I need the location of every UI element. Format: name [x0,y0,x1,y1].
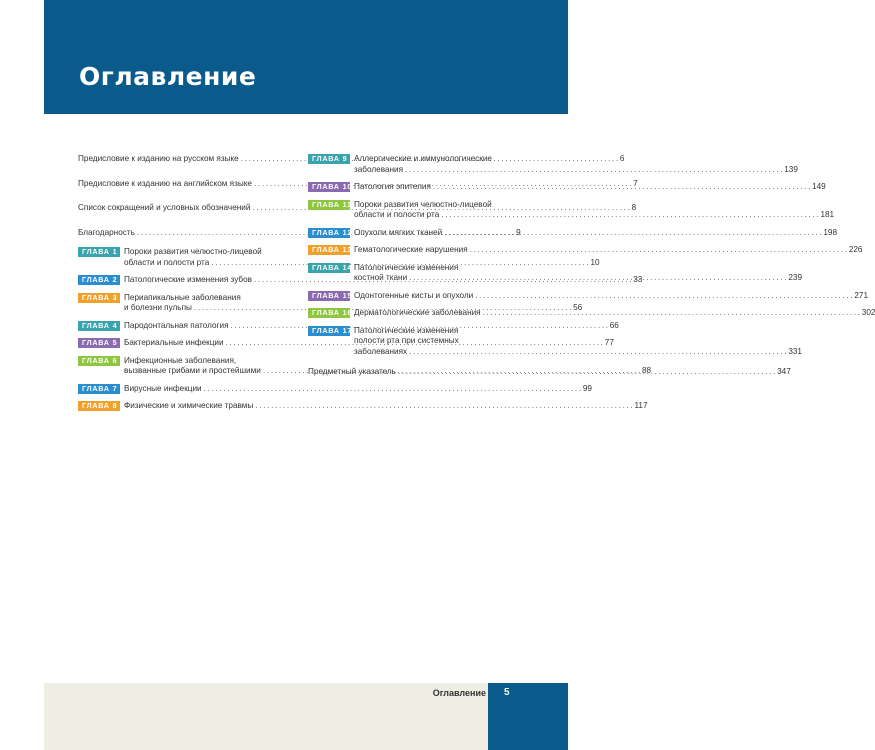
leader-dots [409,347,786,358]
chapter-title-line: костной ткани [354,273,408,282]
chapter-title-line: Одонтогенные кисты и опухоли [354,290,474,300]
chapter-title-line: вызванные грибами и простейшими [124,366,261,375]
toc-entry-page: 9 [516,227,521,237]
chapter-title-line: Аллергические и иммунологические [354,154,492,163]
chapter-title-line: Патологические изменения зубов [124,275,252,284]
toc-entry-page: 7 [633,178,638,188]
chapter-tag-number: 7 [112,383,118,393]
chapter-tag-number: 1 [112,247,118,256]
leader-dots [483,308,860,319]
chapter-tag-label: ГЛАВА [82,247,110,256]
chapter-tag-number: 9 [342,154,348,163]
toc-entry-page: 88 [642,366,652,375]
toc-entry-title: Благодарность [78,227,135,237]
toc-entry-page: 56 [573,303,583,312]
chapter-title-line: Патология эпителия [354,182,431,191]
chapter-title-line: Гематологические нарушения [354,245,468,254]
chapter-tag-number: 4 [112,320,118,330]
chapter-title-line: полости рта при системных [354,336,459,345]
leader-dots [409,273,786,284]
chapter-tag-label: ГЛАВА [312,199,340,209]
chapter-tag-label: ГЛАВА [312,308,340,317]
toc-entry-page: 181 [820,210,835,219]
chapter-tag-number: 16 [342,308,353,317]
toc-entry-page: 139 [784,164,798,174]
chapter-tag-label: ГЛАВА [312,182,340,191]
toc-chapter-7[interactable] [78,381,592,399]
chapter-tag [308,308,353,318]
chapter-tag [308,154,350,164]
toc-entry-title: Список сокращений и условных обозначений [78,203,251,212]
chapter-tag-label: ГЛАВА [312,227,340,237]
chapter-tag [78,247,120,257]
leader-dots [441,210,818,221]
chapter-text [354,308,875,319]
header-banner [44,0,568,114]
toc-entry-page: 77 [604,338,614,347]
toc-entry-page: 66 [609,320,619,330]
chapter-tag-label: ГЛАВА [312,245,340,254]
chapter-title-line: Опухоли мягких тканей [354,227,443,237]
chapter-tag-number: 8 [112,401,118,410]
chapter-tag-label: ГЛАВА [82,401,110,410]
chapter-tag [78,401,120,411]
toc-entry-page: 8 [631,203,637,212]
leader-dots [255,401,632,412]
chapter-tag-number: 13 [342,245,353,254]
chapter-text [354,326,802,358]
toc-entry-page: 149 [812,182,826,191]
chapter-tag [308,245,353,255]
chapter-tag-number: 2 [112,275,118,284]
chapter-title-line: области и полости рта [124,257,210,267]
toc-chapter-11[interactable] [308,197,835,225]
chapter-tag [308,182,353,192]
toc-entry-page: 239 [788,273,803,282]
chapter-title-line: заболеваниях [354,346,408,356]
chapter-tag [308,200,350,210]
toc-chapter-12[interactable] [308,225,838,243]
chapter-title-line: Пародонтальная патология [124,320,229,330]
toc-entry-page: 198 [823,227,838,237]
toc-chapter-13[interactable] [308,242,863,260]
chapter-text [354,245,863,256]
leader-dots [405,165,782,176]
toc-chapter-15[interactable] [308,288,869,306]
chapter-tag-label: ГЛАВА [82,355,110,365]
chapter-tag-label: ГЛАВА [82,338,110,347]
chapter-text [354,263,802,284]
chapter-title-line: и болезни пульпы [124,303,192,312]
chapter-tag-number: 17 [342,325,353,335]
chapter-title-line: Инфекционные заболевания, [124,355,237,365]
chapter-title-line: Пороки развития челюстно-лицевой [354,199,492,209]
toc-entry-page: 226 [848,245,863,254]
leader-dots [398,367,775,378]
chapter-tag-number: 6 [112,355,118,365]
leader-dots [475,291,852,302]
chapter-text [354,228,837,239]
toc-entry-page: 271 [854,290,869,300]
toc-entry-page: 117 [634,401,648,410]
chapter-tag [78,275,120,285]
chapter-text [124,384,592,395]
toc-entry-page: 33 [633,275,643,284]
chapter-tag-number: 3 [112,292,118,302]
chapter-tag [308,290,353,301]
chapter-tag-number: 11 [342,199,352,209]
toc-chapter-10[interactable] [308,179,826,197]
chapter-text [354,291,868,302]
leader-dots [204,384,581,395]
chapter-title-line: Патологические изменения [354,325,459,335]
chapter-title-line: Патологические изменения [354,262,459,272]
toc-entry-page: 10 [590,257,600,267]
toc-chapter-8[interactable] [78,398,648,416]
chapter-tag-label: ГЛАВА [312,325,340,335]
page-number: 5 [504,687,510,698]
chapter-text [354,200,834,221]
chapter-title-line: Бактериальные инфекции [124,338,224,347]
toc-entry-page: 347 [777,367,791,376]
leader-dots [433,182,810,193]
chapter-title-line: Периапикальные заболевания [124,292,241,302]
chapter-tag-label: ГЛАВА [82,383,110,393]
chapter-tag-number: 12 [342,227,353,237]
toc-entry-page: 331 [788,346,802,356]
chapter-tag-number: 10 [342,182,353,191]
toc-entry-page: 302 [861,308,875,317]
page-footer [44,683,568,750]
chapter-tag [78,356,120,366]
toc-entry-title: Предисловие к изданию на русском языке [78,154,239,163]
leader-dots [444,228,821,239]
chapter-tag [78,338,120,348]
chapter-title-line: Пороки развития челюстно-лицевой [124,247,262,256]
toc-chapter-9[interactable] [308,151,798,179]
chapter-tag [78,321,120,331]
chapter-tag-label: ГЛАВА [312,290,340,300]
chapter-title-line: Вирусные инфекции [124,383,202,393]
chapter-title-line: Дерматологические заболевания [354,308,481,317]
chapter-tag-label: ГЛАВА [82,275,110,284]
chapter-tag [78,293,120,303]
chapter-tag-label: ГЛАВА [82,292,110,302]
chapter-title-line: заболевания [354,164,404,174]
toc-entry-page: 99 [582,383,592,393]
chapter-tag-number: 5 [112,338,118,347]
running-footer-title: Оглавление [432,688,486,698]
chapter-tag-label: ГЛАВА [312,154,340,163]
chapter-tag [308,325,353,336]
chapter-tag-label: ГЛАВА [82,320,110,330]
book-page [44,0,875,750]
leader-dots [470,245,847,256]
toc-entry-title: Предисловие к изданию на английском языке [78,178,252,188]
chapter-title-line: области и полости рта [354,210,440,219]
toc-entry-title: Предметный указатель [308,367,396,376]
toc-entry-page: 6 [619,154,625,163]
chapter-text [354,154,798,175]
chapter-tag-number: 14 [342,262,353,272]
page-number-block [488,683,568,750]
chapter-tag [308,227,353,238]
chapter-text [354,182,826,193]
chapter-tag [78,384,120,394]
chapter-tag-number: 15 [342,290,353,300]
chapter-title-line: Физические и химические травмы [124,401,254,410]
page-title: Оглавление [79,62,257,91]
chapter-tag [308,262,353,273]
chapter-tag-label: ГЛАВА [312,262,340,272]
chapter-text [124,401,648,412]
